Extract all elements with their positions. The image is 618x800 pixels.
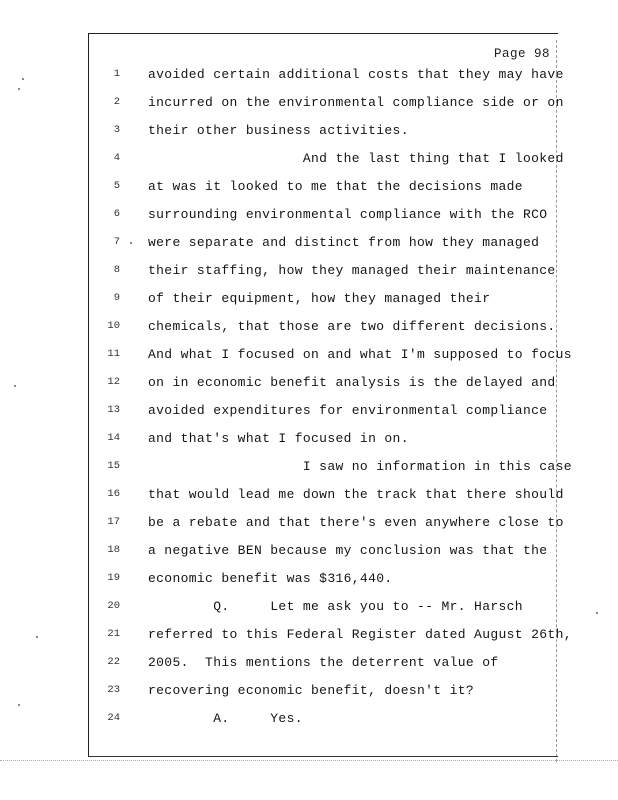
line-text: chemicals, that those are two different decisions. [148,319,556,334]
scan-speck [22,78,24,80]
line-text: I saw no information in this case [148,459,572,474]
line-text: and that's what I focused in on. [148,431,409,446]
line-number: 19 [107,572,120,584]
line-number: 1 [113,68,120,80]
line-number: 11 [107,348,120,360]
line-number: 23 [107,684,120,696]
line-number: 17 [107,516,120,528]
line-number: 14 [107,432,120,444]
right-margin-rule [556,40,557,762]
line-number: 16 [107,488,120,500]
line-number: 4 [113,152,120,164]
line-number: 20 [107,600,120,612]
scan-speck [36,636,38,638]
bottom-rule [88,756,558,757]
line-text: at was it looked to me that the decisions made [148,179,523,194]
line-text: their staffing, how they managed their maintenance [148,263,556,278]
line-number: 15 [107,460,120,472]
line-number: 10 [107,320,120,332]
line-text: their other business activities. [148,123,409,138]
line-text: be a rebate and that there's even anywhere close to [148,515,564,530]
line-text: And what I focused on and what I'm supposed to focus [148,347,572,362]
line-text: that would lead me down the track that there should [148,487,564,502]
line-text: of their equipment, how they managed their [148,291,491,306]
page-number: Page 98 [493,47,550,61]
line-text: Q. Let me ask you to -- Mr. Harsch [148,599,523,614]
line-text: a negative BEN because my conclusion was that the [148,543,548,558]
line-text: on in economic benefit analysis is the delayed and [148,375,556,390]
line-text: And the last thing that I looked [148,151,564,166]
scan-speck [596,612,598,614]
line-number: 7 [113,236,120,248]
line-number: 6 [113,208,120,220]
line-text: 2005. This mentions the deterrent value of [148,655,499,670]
footer-divider [0,760,618,762]
line-number: 18 [107,544,120,556]
line-number: 2 [113,96,120,108]
scan-speck [18,704,20,706]
scan-speck [14,385,16,387]
line-number: 3 [113,124,120,136]
scan-speck [18,88,20,90]
line-text: were separate and distinct from how they managed [148,235,540,250]
line-number: 24 [107,712,120,724]
line-number: 12 [107,376,120,388]
line-text: surrounding environmental compliance with the RCO [148,207,548,222]
left-margin-rule [88,33,89,757]
line-text: avoided expenditures for environmental compliance [148,403,548,418]
line-number: 5 [113,180,120,192]
line-number: 8 [113,264,120,276]
line-text: A. Yes. [148,711,303,726]
scan-speck [130,242,132,244]
line-number: 21 [107,628,120,640]
line-number: 22 [107,656,120,668]
line-number: 9 [113,292,120,304]
line-number: 13 [107,404,120,416]
top-rule [88,33,558,34]
line-text: referred to this Federal Register dated August 26th, [148,627,572,642]
line-text: avoided certain additional costs that they may have [148,67,564,82]
line-text: incurred on the environmental compliance side or on [148,95,564,110]
line-text: recovering economic benefit, doesn't it? [148,683,475,698]
line-text: economic benefit was $316,440. [148,571,393,586]
